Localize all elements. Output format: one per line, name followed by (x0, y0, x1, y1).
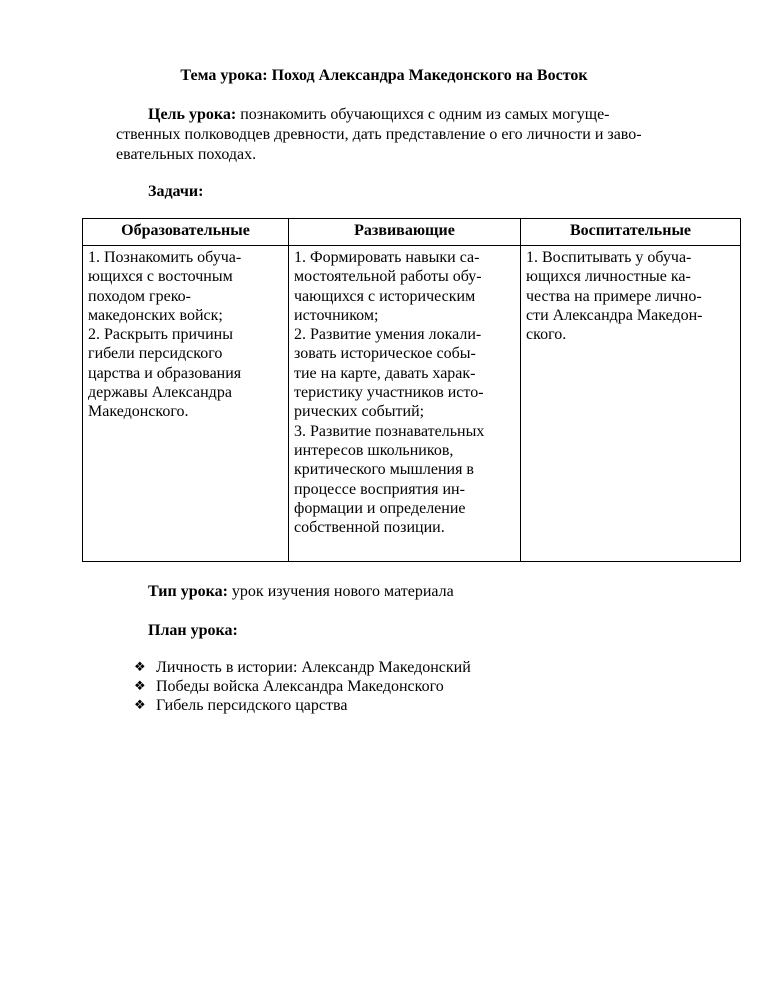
cell-line: походом греко- (88, 287, 192, 305)
cell-line: гибели персидского (88, 345, 223, 363)
tasks-label: Задачи: (148, 183, 204, 200)
cell-line: мостоятельной работы обу- (294, 268, 482, 286)
diamond-quad-bullet-icon: ❖ (134, 660, 146, 675)
plan-item (134, 677, 471, 696)
lesson-goal (116, 105, 722, 165)
cell-line: тие на карте, давать харак- (294, 364, 476, 382)
cell-upbringing (521, 246, 741, 562)
cell-line: 1. Формировать навыки са- (294, 249, 480, 266)
page-title: Тема урока: Поход Александра Македонского на Восток (180, 67, 588, 84)
plan-label: План урока: (148, 622, 238, 639)
cell-line: сти Александра Македон- (526, 306, 703, 324)
cell-line: македонских войск; (88, 306, 223, 324)
lesson-type (148, 582, 454, 602)
cell-line: царства и образования (88, 364, 242, 382)
tasks-table-row (83, 246, 741, 562)
diamond-quad-bullet-icon: ❖ (134, 679, 146, 694)
cell-educational (83, 246, 289, 562)
cell-line: 2. Раскрыть причины (88, 326, 233, 344)
goal-line-3: евательных походах. (116, 146, 257, 163)
plan-item-text: Личность в истории: Александр Македонский (156, 659, 471, 676)
plan-list (134, 658, 471, 715)
cell-line: формации и определение (294, 499, 466, 517)
diamond-quad-bullet-icon: ❖ (134, 698, 146, 713)
tasks-table (82, 218, 741, 562)
cell-line: 1. Познакомить обуча- (88, 249, 242, 266)
cell-line: ющихся личностные ка- (526, 268, 691, 286)
cell-line: 1. Воспитывать у обуча- (526, 249, 692, 266)
cell-line: 2. Развитие умения локали- (294, 326, 482, 344)
goal-label: Цель урока: (148, 106, 237, 123)
cell-line: собственной позиции. (294, 519, 445, 537)
cell-line: процессе восприятия ин- (294, 480, 465, 498)
cell-line: чающихся с историческим (294, 287, 476, 305)
header-educational: Образовательные (83, 219, 289, 246)
cell-line: чества на примере лично- (526, 287, 702, 305)
goal-line-1 (116, 105, 722, 125)
cell-line: 3. Развитие познавательных (294, 422, 485, 440)
cell-line: зовать историческое собы- (294, 345, 476, 363)
cell-line: теристику участников исто- (294, 384, 484, 402)
plan-item (134, 658, 471, 677)
plan-item (134, 696, 471, 715)
plan-item-text: Гибель персидского царства (156, 697, 348, 714)
cell-line: интересов школьников, (294, 441, 454, 459)
lesson-type-value: урок изучения нового материала (231, 583, 454, 600)
header-developing: Развивающие (289, 219, 521, 246)
cell-line: рических событий; (294, 403, 425, 421)
plan-item-text: Победы войска Александра Македонского (156, 678, 444, 695)
cell-line: Македонского. (88, 403, 189, 421)
cell-line: ющихся с восточным (88, 268, 233, 286)
cell-developing (289, 246, 521, 562)
tasks-table-header-row (83, 219, 741, 246)
cell-line: источником; (294, 306, 379, 324)
cell-line: критического мышления в (294, 461, 474, 479)
goal-text-1: познакомить обучающихся с одним из самых могуще- (240, 106, 610, 123)
goal-line-2: ственных полководцев древности, дать представление о его личности и заво- (116, 126, 642, 143)
cell-line: державы Александра (88, 384, 232, 402)
lesson-type-label: Тип урока: (148, 583, 228, 600)
cell-line: ского. (526, 326, 567, 344)
header-upbringing: Воспитательные (521, 219, 741, 246)
